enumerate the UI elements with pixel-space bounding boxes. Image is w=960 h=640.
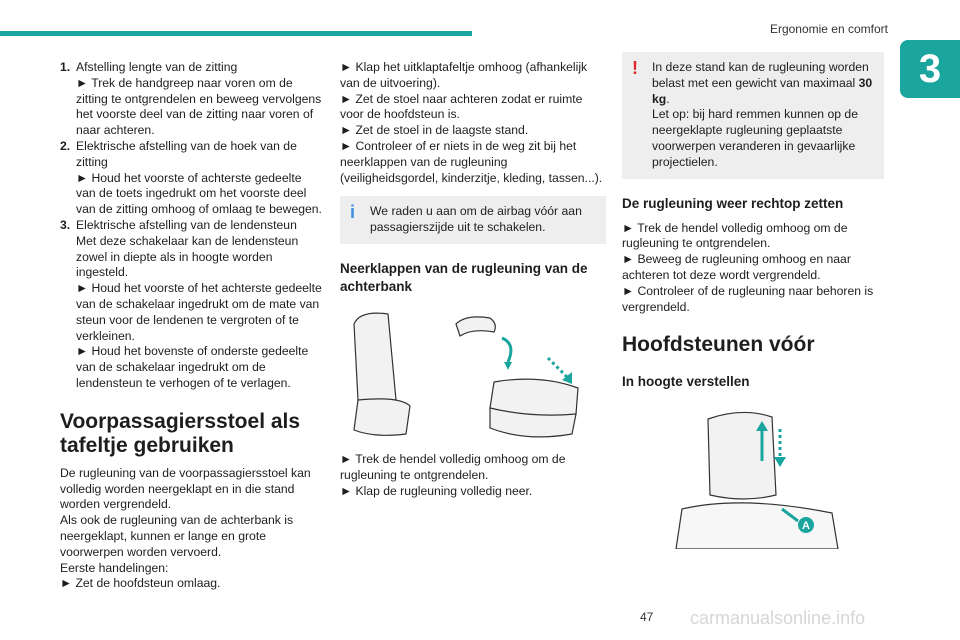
heading-headrests: Hoofdsteunen vóór bbox=[622, 333, 815, 357]
step-2: 2. Elektrische afstelling van de hoek van de zitting ► Houd het voorste of achterste gedeelte van de toets ingedrukt om het voorste deel van de zitting omhoog of omlaag te bewegen. bbox=[60, 138, 322, 217]
column-2: ► Klap het uitklaptafeltje omhoog (afhankelijk van de uitvoering). ► Zet de stoel naar achteren zodat er ruimte voor de hoofdsteun is. ► Zet de stoel in de laagste stand. ► Controleer of er niets in de weg zit bij het neerklappen van de rugleuning (veiligheidsgordel, kinderzitje, kleding, tassen...). i We raden u aan om de airbag vóór aan passagierszijde uit te schakelen. Neerklappen van de rugleuning van de achterbank ► Trek de hendel volledig omhoog om de rugleuning te ontgrendelen. ► Klap de rugleuning volledig neer. bbox=[340, 60, 606, 499]
heading-table: Voorpassagiersstoel als tafeltje gebruiken bbox=[60, 409, 301, 457]
warning-note: ! In deze stand kan de rugleuning worden belast met een gewicht van maximaal 30 kg. Let op: bij hard remmen kunnen op de neergeklapte rugleuning geplaatste voorwerpen veranderen in gevaarlijke projectielen. bbox=[622, 52, 884, 179]
section-title: Ergonomie en comfort bbox=[769, 22, 888, 36]
heading-upright: De rugleuning weer rechtop zetten bbox=[622, 195, 844, 211]
page-number: 47 bbox=[640, 610, 654, 624]
top-accent-bar bbox=[0, 31, 472, 36]
heading-height: In hoogte verstellen bbox=[622, 374, 750, 390]
headrest-illustration bbox=[622, 399, 884, 549]
warning-icon: ! bbox=[632, 58, 638, 78]
heading-rear-seat: Neerklappen van de rugleuning van de achterbank bbox=[340, 260, 588, 294]
step-1: 1. Afstelling lengte van de zitting ► Trek de handgreep naar voren om de zitting te ontgrendelen en beweeg vervolgens het voorste deel van de zitting naar voren of naar achteren. bbox=[60, 60, 322, 138]
chapter-tab: 3 bbox=[900, 40, 960, 98]
rear-seat-illustration bbox=[340, 304, 606, 444]
watermark: carmanualsonline.info bbox=[690, 608, 866, 628]
column-3: ! In deze stand kan de rugleuning worden belast met een gewicht van maximaal 30 kg. Let op: bij hard remmen kunnen op de neergeklapte rugleuning geplaatste voorwerpen veranderen in gevaarlijke projectielen. De rugleuning weer rechtop zetten ► Trek de hendel volledig omhoog om de rugleuning te ontgrendelen. ► Beweeg de rugleuning omhoog en naar achteren tot deze wordt vergrendeld. ► Controleer of de rugleuning naar behoren is vergrendeld. Hoofdsteunen vóór In hoogte verstellen A bbox=[622, 60, 884, 557]
column-1: 1. Afstelling lengte van de zitting ► Trek de handgreep naar voren om de zitting te ontgrendelen en beweeg vervolgens het voorste deel van de zitting naar voren of naar achteren. 2. Elektrische afstelling van de hoek van de zitting ► Houd het voorste of achterste gedeelte van de toets ingedrukt om het voorste deel van de zitting omhoog of omlaag te bewegen. 3. Elektrische afstelling van de lendensteun Met deze schakelaar kan de lendensteun zowel in diepte als in hoogte worden ingesteld. ► Houd het voorste of het achterste gedeelte van de schakelaar ingedrukt om de mate van steun voor de lendenen te vergroten of te verkleinen. ► Houd het bovenste of onderste gedeelte van de schakelaar ingedrukt om de lendensteun te verhogen of te verlagen. Voorpassagiersstoel als tafeltje gebruiken De rugleuning van de voorpassagiersstoel kan volledig worden neergeklapt en in die stand worden vergrendeld. Als ook de rugleuning van de achterbank is neergeklapt, kunnen er lange en grote voorwerpen worden vervoerd. Eerste handelingen: ► Zet de hoofdsteun omlaag. bbox=[60, 60, 322, 591]
step-3: 3. Elektrische afstelling van de lendensteun Met deze schakelaar kan de lendensteun zowel in diepte als in hoogte worden ingesteld. ► Houd het voorste of het achterste gedeelte van de schakelaar ingedrukt om de mate van steun voor de lendenen te vergroten of te verkleinen. ► Houd het bovenste of onderste gedeelte van de schakelaar ingedrukt om de lendensteun te verhogen of te verlagen. bbox=[60, 217, 322, 390]
label-a: A bbox=[802, 520, 810, 533]
adjustment-steps bbox=[60, 60, 322, 392]
info-note: i We raden u aan om de airbag vóór aan passagierszijde uit te schakelen. bbox=[340, 196, 606, 244]
info-icon: i bbox=[350, 202, 356, 223]
